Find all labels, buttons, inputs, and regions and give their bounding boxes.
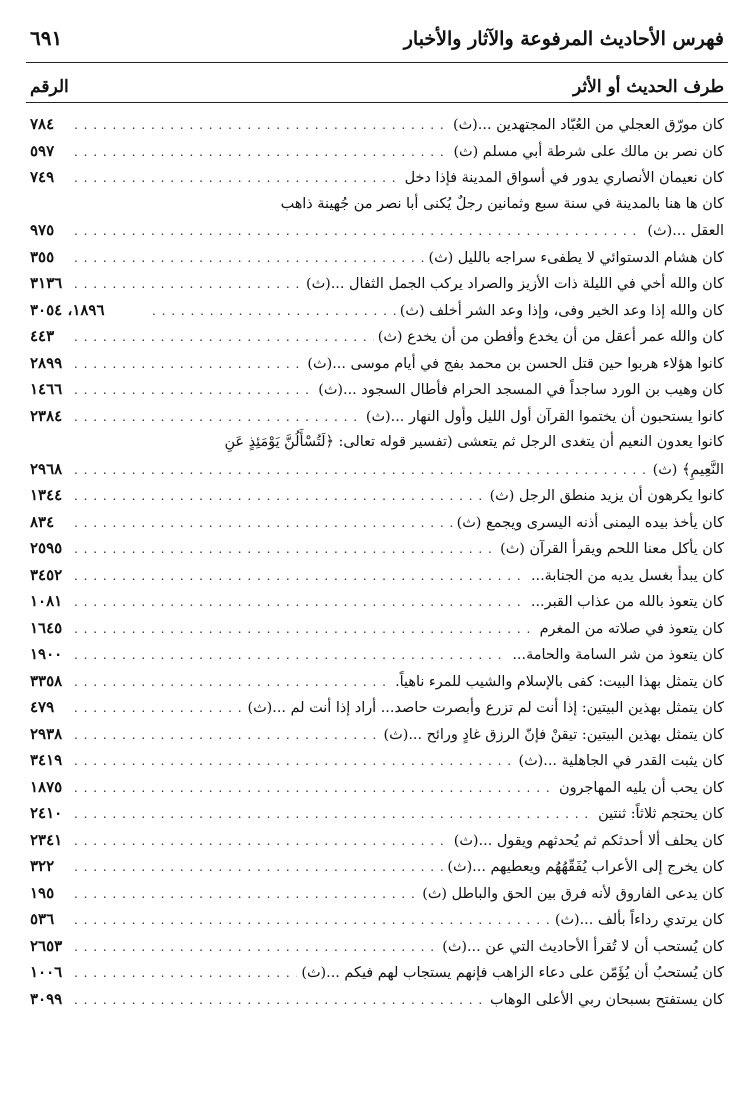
entry-number: ٣٣٥٨ xyxy=(30,671,63,690)
entry-text: كان يتمثل بهذين البيتين: إذا أنت لم تزرع وأبصرت حاصد... أراد إذا أنت لم ...(ث) xyxy=(247,700,724,716)
index-entry xyxy=(26,297,728,324)
entry-text: كان يستفتح بسبحان ربي الأعلى الوهاب xyxy=(489,991,724,1008)
entry-text: العقل ...(ث) xyxy=(647,223,724,239)
index-entry xyxy=(26,270,728,297)
entry-number: ١٠٨١ xyxy=(30,592,63,610)
dot-leader xyxy=(74,218,643,245)
entry-text: كانوا يستحبون أن يختموا القرآن أول الليل وأول النهار ...(ث) xyxy=(365,408,724,425)
entry-text: كان ها هنا بالمدينة في سنة سبع وثمانين رجلٌ يُكنى أبا نصر من جُهينة ذاهب xyxy=(280,195,724,212)
entry-number: ٣١٣٦ xyxy=(30,274,63,292)
dot-leader xyxy=(74,271,302,298)
index-entry xyxy=(26,509,728,536)
entry-number: ٧٨٤ xyxy=(30,115,55,133)
index-entry xyxy=(26,535,728,562)
index-entry xyxy=(26,376,728,403)
entry-number: ١٣٤٤ xyxy=(30,486,63,504)
entry-number: ٣٢٢ xyxy=(30,857,55,875)
entry-text: كان يُستحب أن لا تُقرأ الأحاديث التي عن ...(ث) xyxy=(442,938,724,955)
entry-number: ٢٩٣٨ xyxy=(30,724,63,743)
entry-number: ٣٠٩٩ xyxy=(30,989,63,1008)
entry-number: ١٤٦٦ xyxy=(30,380,63,398)
entry-text: كان يرتدي رداءاً بألف ...(ث) xyxy=(554,912,724,928)
entry-text: كان هشام الدستوائي لا يطفىء سراجه بالليل (ث) xyxy=(428,249,724,266)
entry-text: كان مورّق العجلي من العُبّاد المجتهدين ...(ث) xyxy=(453,117,724,133)
dot-leader xyxy=(74,483,486,510)
dot-leader xyxy=(152,298,396,325)
index-entry xyxy=(26,403,728,430)
index-entry xyxy=(26,429,728,456)
index-entry xyxy=(26,138,728,165)
entry-text: كان نصر بن مالك على شرطة أبي مسلم (ث) xyxy=(453,143,724,160)
index-entry xyxy=(26,191,728,218)
entry-number: ١٨٧٥ xyxy=(30,777,63,796)
dot-leader xyxy=(74,324,374,351)
entry-number: ١٩٥ xyxy=(30,883,55,902)
dot-leader xyxy=(74,934,438,961)
dot-leader xyxy=(74,377,314,404)
index-entry xyxy=(26,164,728,191)
index-entry xyxy=(26,827,728,854)
entry-number: ٣٤١٩ xyxy=(30,751,63,769)
entry-text: كان يتعوذ في صلاته من المغرم xyxy=(539,620,724,637)
index-entry xyxy=(26,641,728,668)
dot-leader xyxy=(74,351,303,378)
entry-text: كان يثبت القدر في الجاهلية ...(ث) xyxy=(518,753,724,769)
index-entry xyxy=(26,774,728,801)
entry-text: كانوا يكرهون أن يزيد منطق الرجل (ث) xyxy=(489,488,724,504)
dot-leader xyxy=(74,695,244,722)
dot-leader xyxy=(74,616,536,643)
entry-text: كان يحتجم ثلاثاً: ثنتين xyxy=(598,806,724,822)
entry-text: كان والله عمر أعقل من أن يخدع وأفطن من أن يخدع (ث) xyxy=(377,329,724,345)
index-entry xyxy=(26,853,728,880)
entry-number: ٢٨٩٩ xyxy=(30,353,63,372)
index-entry xyxy=(26,350,728,377)
index-entry xyxy=(26,694,728,721)
dot-leader xyxy=(74,112,449,139)
index-entry xyxy=(26,800,728,827)
entry-number: ٢٣٨٤ xyxy=(30,406,63,425)
entry-text: كان يتعوذ من شر السامة والحامة... xyxy=(512,647,724,663)
entry-text: كان يبدأ بغسل يديه من الجنابة... xyxy=(530,567,724,584)
index-entry xyxy=(26,933,728,960)
index-entry xyxy=(26,986,728,1013)
entry-number: ٤٤٣ xyxy=(30,327,55,345)
dot-leader xyxy=(74,881,418,908)
entry-text: النَّعِيمِ﴾ (ث) xyxy=(652,461,724,478)
dot-leader xyxy=(74,722,380,749)
entry-text: كان والله أخي في الليلة ذات الأزيز والصراد يركب الجمل الثفال ...(ث) xyxy=(305,276,724,292)
page-number: ٦٩١ xyxy=(30,26,63,50)
dot-leader xyxy=(74,563,527,590)
entry-text: كان يحلف ألا أحدثكم ثم يُحدثهم ويقول ...(ث) xyxy=(453,832,724,849)
entry-number: ٥٩٧ xyxy=(30,141,55,160)
entry-number: ٢٣٤١ xyxy=(30,830,63,849)
column-headers xyxy=(26,63,728,103)
entry-number: ٣٤٥٢ xyxy=(30,565,63,584)
dot-leader xyxy=(74,987,486,1014)
dot-leader xyxy=(74,907,551,934)
entry-text: كان يتمثل بهذا البيت: كفى بالإسلام والشيب للمرء ناهياً. xyxy=(395,673,724,690)
dot-leader xyxy=(74,139,449,166)
index-entry xyxy=(26,562,728,589)
entry-number: ٣٥٥ xyxy=(30,247,55,266)
dot-leader xyxy=(74,457,649,484)
index-entry xyxy=(26,482,728,509)
index-entry xyxy=(26,244,728,271)
entry-text: كان والله إذا وعد الخير وفى، وإذا وعد الشر أخلف (ث) xyxy=(399,302,724,319)
index-entry xyxy=(26,721,728,748)
entry-text: كان وهيب بن الورد ساجداً في المسجد الحرام فأطال السجود ...(ث) xyxy=(318,382,724,398)
entry-text: كان يحب أن يليه المهاجرون xyxy=(559,779,724,796)
running-title: فهرس الأحاديث المرفوعة والآثار والأخبار xyxy=(403,28,724,50)
index-entries xyxy=(26,111,728,1012)
entry-number: ٩٧٥ xyxy=(30,221,55,239)
entry-number: ٢٤١٠ xyxy=(30,804,63,822)
dot-leader xyxy=(74,165,401,192)
index-entry xyxy=(26,456,728,483)
entry-number: ٨٣٤ xyxy=(30,512,55,531)
entry-number: ١٠٠٦ xyxy=(30,963,63,981)
entry-number: ٥٣٦ xyxy=(30,910,55,928)
index-entry xyxy=(26,906,728,933)
index-entry xyxy=(26,615,728,642)
number-column-header: الرقم xyxy=(30,77,69,97)
index-entry xyxy=(26,880,728,907)
dot-leader xyxy=(74,536,496,563)
entry-text: كان يتمثل بهذين البيتين: تيقنْ فإنّ الرزق غادٍ ورائح ...(ث) xyxy=(383,726,724,743)
dot-leader xyxy=(74,748,514,775)
entry-text: كان يأكل معنا اللحم ويقرأ القرآن (ث) xyxy=(500,541,724,557)
dot-leader xyxy=(74,801,594,828)
dot-leader xyxy=(74,589,527,616)
entry-text: كان نعيمان الأنصاري يدور في أسواق المدينة فإذا دخل xyxy=(404,170,724,186)
dot-leader xyxy=(74,854,443,881)
dot-leader xyxy=(74,669,391,696)
index-entry xyxy=(26,323,728,350)
entry-number: ٧٤٩ xyxy=(30,168,55,186)
entry-number: ٤٧٩ xyxy=(30,698,55,716)
index-entry xyxy=(26,217,728,244)
entry-text: كان يُستحبُ أن يُؤَمّن على دعاء الزاهب فإنهم يستجاب لهم فيكم ...(ث) xyxy=(301,965,724,981)
dot-leader xyxy=(74,510,453,537)
entry-text: كانوا يعدون النعيم أن يتغدى الرجل ثم يتعشى (تفسير قوله تعالى: ﴿لَتُسْأَلُنَّ يَوْمَئِذٍ عَنِ xyxy=(224,434,724,450)
entry-text: كان يخرج إلى الأعراب يُفَقّهُهُم ويعطيهم ...(ث) xyxy=(447,859,724,875)
page-header xyxy=(26,26,728,63)
index-entry xyxy=(26,111,728,138)
entry-text: كان يأخذ بيده اليمنى أذنه اليسرى ويجمع (ث) xyxy=(456,514,724,531)
index-entry xyxy=(26,668,728,695)
entry-number: ١٦٤٥ xyxy=(30,618,63,637)
entry-number: ٢٥٩٥ xyxy=(30,539,63,557)
entry-text: كانوا هؤلاء هربوا حين قتل الحسن بن محمد بفج في أيام موسى ...(ث) xyxy=(307,355,724,372)
entry-number: ٢٩٦٨ xyxy=(30,459,63,478)
entry-text: كان يدعى الفاروق لأنه فرق بين الحق والباطل (ث) xyxy=(422,885,724,902)
dot-leader xyxy=(74,245,424,272)
index-entry xyxy=(26,959,728,986)
text-column-header: طرف الحديث أو الأثر xyxy=(573,77,724,97)
dot-leader xyxy=(74,642,508,669)
entry-number: ١٩٠٠ xyxy=(30,645,63,663)
dot-leader xyxy=(74,828,450,855)
dot-leader xyxy=(74,404,362,431)
index-entry xyxy=(26,747,728,774)
entry-text: كان يتعوذ بالله من عذاب القبر... xyxy=(530,594,724,610)
dot-leader xyxy=(74,960,297,987)
entry-number: ٢٦٥٣ xyxy=(30,936,63,955)
entry-number: ١٨٩٦، ٣٠٥٤ xyxy=(30,300,105,319)
dot-leader xyxy=(74,775,555,802)
index-entry xyxy=(26,588,728,615)
